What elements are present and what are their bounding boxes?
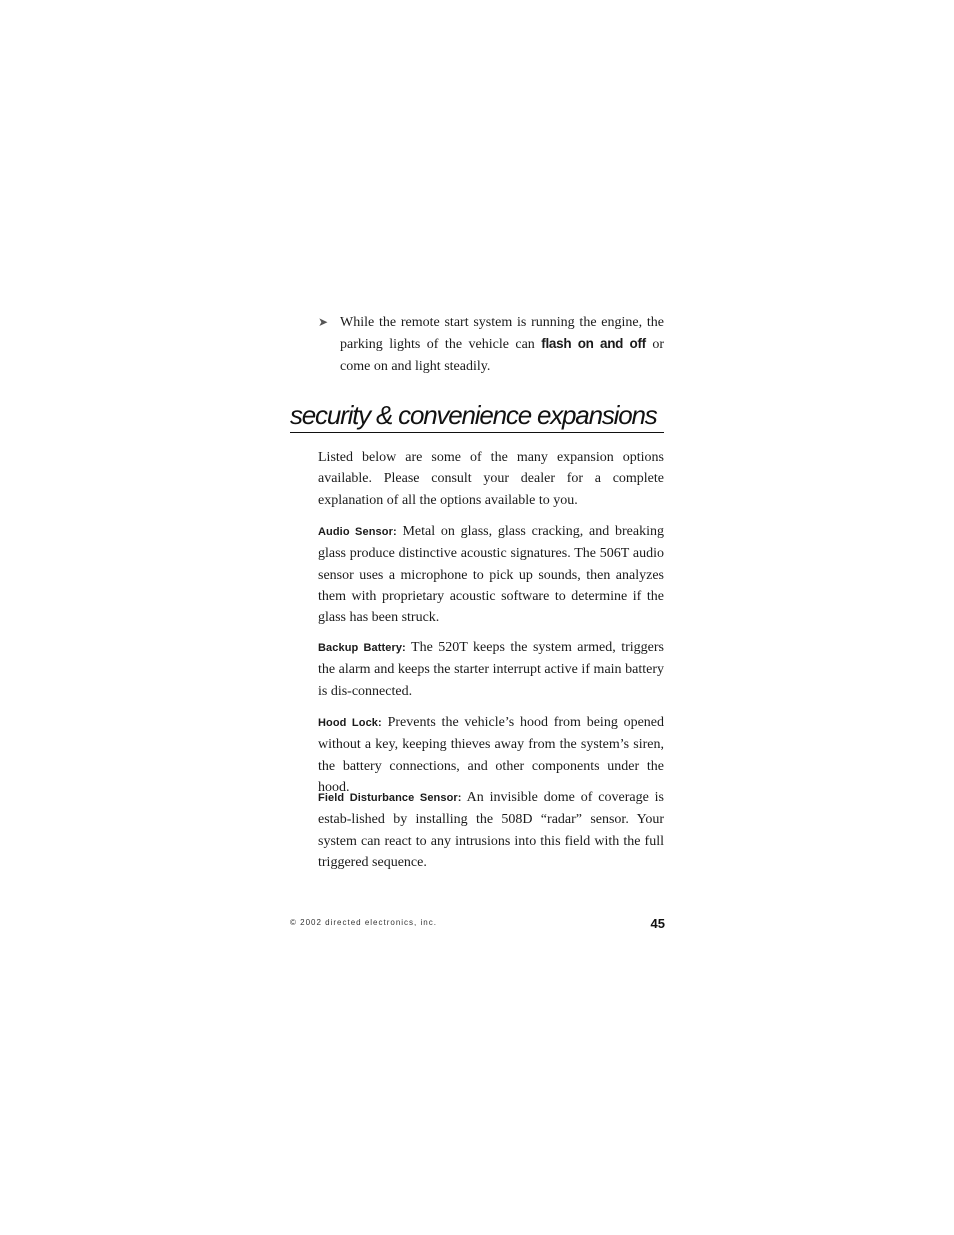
- item-description: The 520T keeps the system armed, triggers the alarm and keeps the starter interrupt active if main battery is dis-connected.: [318, 640, 665, 699]
- bullet-point: [318, 312, 664, 377]
- bullet-emphasis: flash on and off: [541, 336, 646, 352]
- item-term: Hood Lock:: [318, 717, 382, 729]
- item-description: An invisible dome of coverage is estab-lished by installing the 508D “radar” sensor. Your system can react to any intrusions into this field with the full triggered sequence.: [318, 790, 664, 870]
- item-hood-lock: [318, 712, 664, 798]
- item-term: Field Disturbance Sensor:: [318, 792, 462, 804]
- bullet-text-after: or come on and light steadily.: [340, 337, 665, 374]
- item-description: Metal on glass, glass cracking, and breaking glass produce distinctive acoustic signatures. The 506T audio sensor uses a microphone to pick up sounds, then analyzes them with proprietary acoustic software to determine if the glass has been struck.: [318, 524, 664, 626]
- item-term: Audio Sensor:: [318, 526, 397, 538]
- item-field-disturbance-sensor: [318, 787, 664, 873]
- arrowhead-bullet-icon: ➤: [318, 315, 329, 329]
- copyright-notice: © 2002 directed electronics, inc.: [290, 918, 437, 927]
- item-backup-battery: [318, 637, 664, 702]
- item-term: Backup Battery:: [318, 642, 406, 654]
- intro-paragraph: Listed below are some of the many expansion options available. Please consult your dealer for a complete explanation of all the options available to you.: [318, 450, 664, 508]
- item-audio-sensor: [318, 521, 664, 628]
- bullet-text-before: While the remote start system is running the engine, the parking lights of the vehicle can: [340, 315, 664, 353]
- section-heading: security & convenience expansions: [290, 398, 664, 433]
- page-number: 45: [650, 916, 665, 931]
- item-description: Prevents the vehicle’s hood from being opened without a key, keeping thieves away from the system’s siren, the battery connections, and other components under the hood.: [318, 715, 665, 795]
- bullet-text: [340, 312, 664, 377]
